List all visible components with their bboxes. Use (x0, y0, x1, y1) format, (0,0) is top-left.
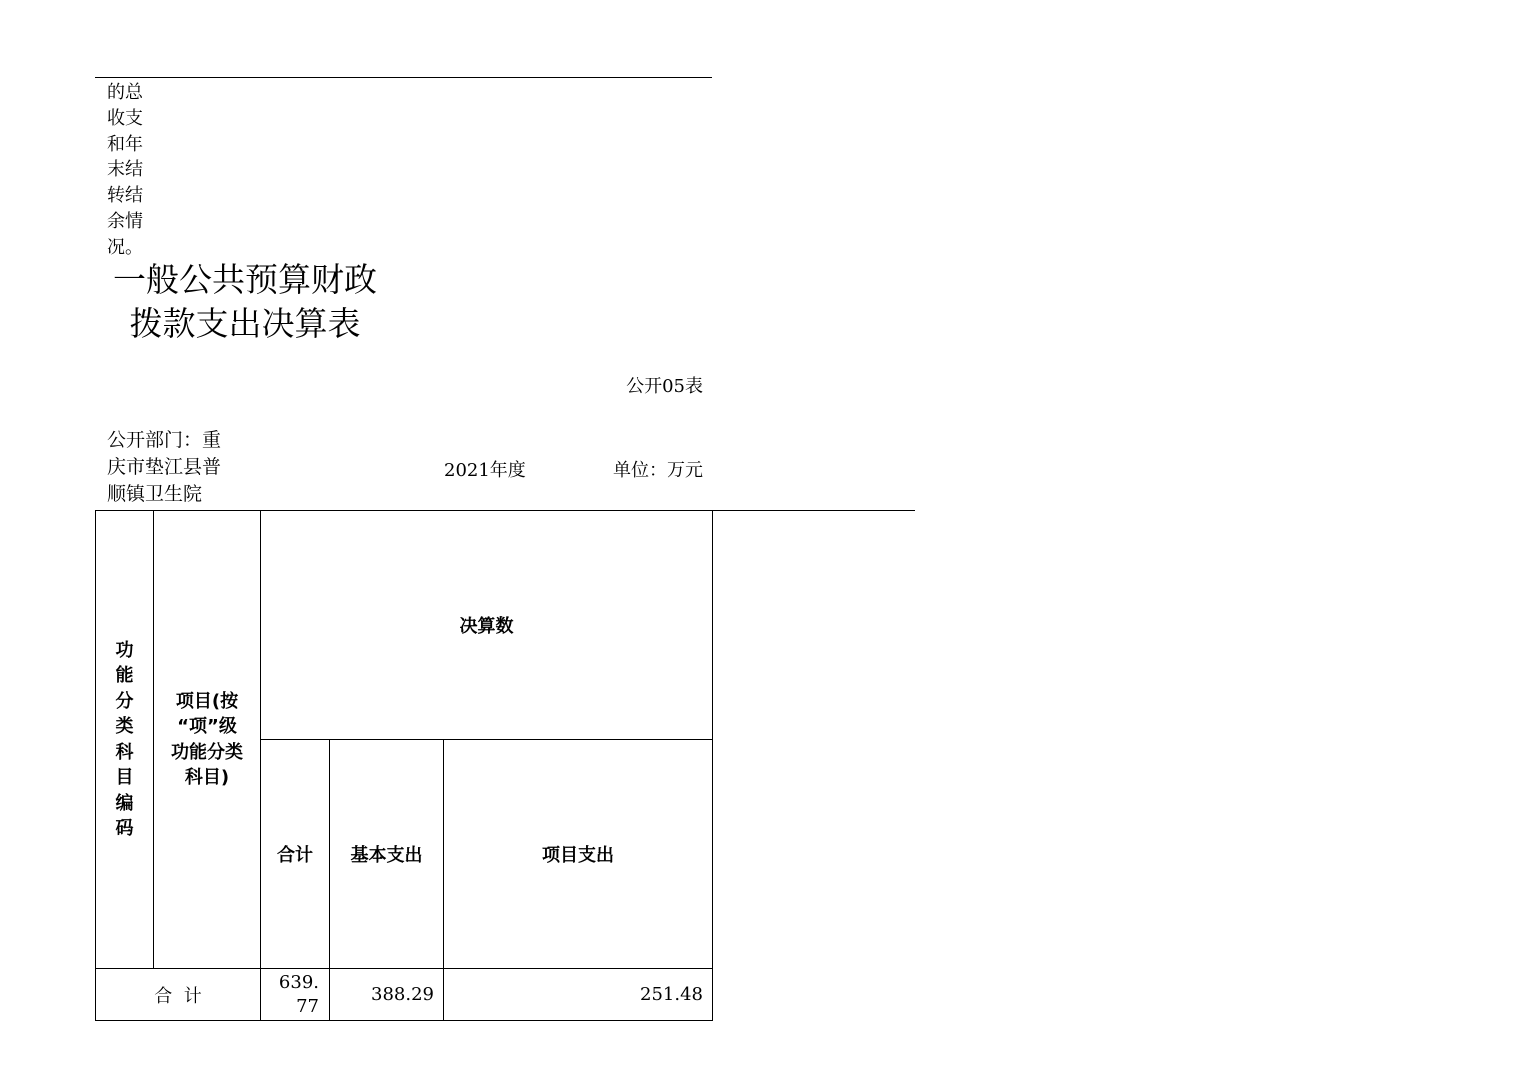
fragment-line: 转结 (107, 185, 143, 207)
fiscal-year: 2021年度 (444, 460, 526, 481)
fragment-line: 的总 (107, 82, 143, 103)
header-line: 科目) (184, 767, 230, 788)
column-header-total: 合计 (277, 845, 313, 866)
title-line: 拨款支出决算表 (129, 304, 361, 343)
header-char: 类 (115, 716, 134, 737)
header-line: 功能分类 (171, 741, 243, 763)
total-row-label: 合 计 (154, 985, 202, 1007)
total-value-line: 77 (296, 995, 319, 1017)
column-header-project: 项目支出 (542, 845, 614, 866)
top-divider (95, 77, 712, 78)
column-header-item (154, 511, 260, 968)
column-header-basic: 基本支出 (350, 845, 423, 866)
department-line: 庆市垫江县普 (107, 456, 222, 478)
header-char: 分 (115, 690, 134, 712)
total-row-basic: 388.29 (371, 984, 434, 1005)
fragment-line: 末结 (107, 159, 143, 181)
page-title (95, 258, 395, 346)
header-line: “项”级 (177, 716, 237, 737)
header-char: 能 (115, 665, 134, 686)
header-char: 目 (115, 767, 134, 788)
table-right-border (712, 510, 713, 1021)
header-char: 编 (115, 792, 134, 814)
total-value-line: 639. (278, 971, 319, 993)
table-number: 公开05表 (626, 376, 703, 397)
header-line: 项目(按 (175, 690, 239, 712)
fragment-line: 况。 (107, 236, 143, 258)
department-line: 顺镇卫生院 (107, 483, 203, 505)
department-line: 公开部门：重 (107, 429, 222, 451)
table-bottom-border (95, 1020, 713, 1021)
title-line: 一般公共预算财政 (113, 260, 377, 299)
fragment-line: 收支 (107, 107, 143, 129)
header-char: 功 (115, 639, 134, 661)
total-row-total (261, 969, 329, 1020)
header-char: 科 (115, 741, 134, 763)
column-header-code (96, 511, 153, 968)
department-label (107, 427, 247, 508)
group-header-final-accounts: 决算数 (459, 616, 514, 637)
unit-label: 单位：万元 (613, 460, 703, 481)
total-row-project: 251.48 (640, 984, 703, 1005)
fragment-line: 和年 (107, 133, 143, 155)
fragment-line: 余情 (107, 210, 143, 232)
preceding-text-fragment (107, 80, 167, 261)
header-char: 码 (115, 818, 134, 839)
